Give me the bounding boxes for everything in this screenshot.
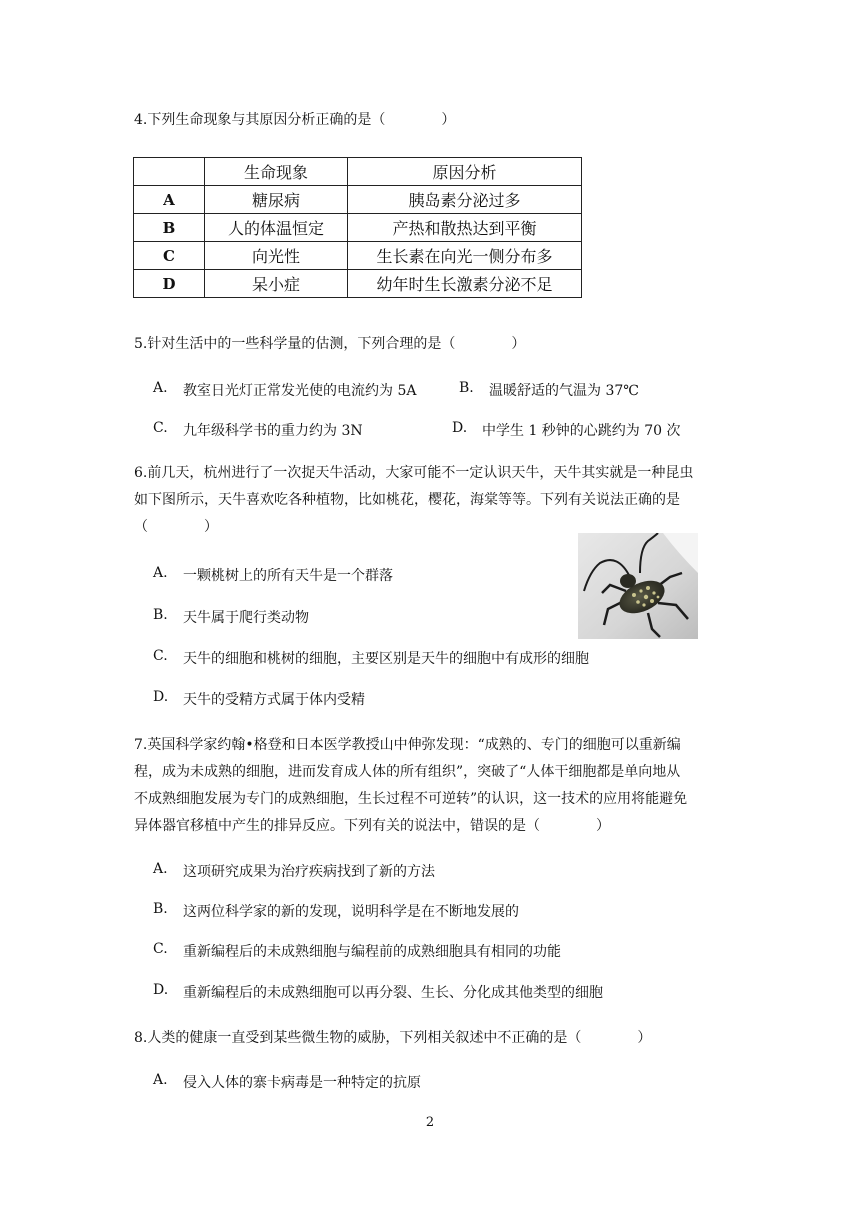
option-letter: D. bbox=[153, 689, 169, 705]
option-text: 九年级科学书的重力约为 3N bbox=[183, 423, 363, 439]
table-cell-cause: 产热和散热达到平衡 bbox=[348, 214, 582, 242]
option-text: 这两位科学家的新的发现，说明科学是在不断地发展的 bbox=[183, 904, 519, 920]
option-text: 重新编程后的未成熟细胞可以再分裂、生长、分化成其他类型的细胞 bbox=[183, 985, 603, 1001]
question-7-stem-line: 7.英国科学家约翰•格登和日本医学教授山中伸弥发现：“成熟的、专门的细胞可以重新编 bbox=[134, 737, 681, 753]
table-header-cell: 原因分析 bbox=[348, 158, 582, 186]
table-cell-phenomenon: 糖尿病 bbox=[205, 186, 348, 214]
question-7-stem-line: 程，成为未成熟的细胞，进而发育成人体的所有组织”，突破了“人体干细胞都是单向地从 bbox=[134, 764, 681, 780]
table-cell-cause: 幼年时生长激素分泌不足 bbox=[348, 270, 582, 298]
table-row bbox=[134, 214, 582, 242]
question-8-option-a[interactable] bbox=[153, 1072, 421, 1091]
table-row bbox=[134, 270, 582, 298]
question-6-stem-line: 6.前几天，杭州进行了一次捉天牛活动，大家可能不一定认识天牛，天牛其实就是一种昆虫 bbox=[134, 465, 694, 481]
question-6-option-d[interactable] bbox=[153, 689, 365, 708]
question-6-option-b[interactable] bbox=[153, 607, 309, 626]
option-letter: C. bbox=[153, 420, 168, 436]
option-letter: B. bbox=[459, 380, 474, 396]
question-5-option-d[interactable] bbox=[452, 420, 681, 439]
question-5-stem: 5.针对生活中的一些科学量的估测，下列合理的是（ ） bbox=[134, 336, 526, 352]
question-4-stem: 4.下列生命现象与其原因分析正确的是（ ） bbox=[134, 112, 456, 128]
page-number: 2 bbox=[425, 1115, 435, 1130]
option-text: 天牛的细胞和桃树的细胞，主要区别是天牛的细胞中有成形的细胞 bbox=[183, 651, 589, 667]
question-4-table bbox=[133, 157, 582, 298]
table-cell-key: B bbox=[134, 214, 205, 242]
option-text: 天牛的受精方式属于体内受精 bbox=[183, 692, 365, 708]
option-text: 温暖舒适的气温为 37℃ bbox=[489, 383, 639, 399]
table-cell-key: D bbox=[134, 270, 205, 298]
question-6-stem-line: 如下图所示，天牛喜欢吃各种植物，比如桃花，樱花，海棠等等。下列有关说法正确的是 bbox=[134, 492, 680, 508]
question-6-stem-line: （ ） bbox=[134, 519, 218, 535]
beetle-photo-icon bbox=[578, 533, 698, 639]
question-5-option-c[interactable] bbox=[153, 420, 363, 439]
option-letter: D. bbox=[153, 982, 169, 998]
question-7-option-b[interactable] bbox=[153, 901, 519, 920]
table-cell-cause: 胰岛素分泌过多 bbox=[348, 186, 582, 214]
option-text: 中学生 1 秒钟的心跳约为 70 次 bbox=[482, 423, 681, 439]
option-letter: B. bbox=[153, 607, 168, 623]
table-row bbox=[134, 186, 582, 214]
option-text: 一颗桃树上的所有天牛是一个群落 bbox=[183, 568, 393, 584]
question-6-option-c[interactable] bbox=[153, 648, 589, 667]
question-7-stem-line: 异体器官移植中产生的排异反应。下列有关的说法中，错误的是（ ） bbox=[134, 818, 610, 834]
table-row bbox=[134, 242, 582, 270]
table-cell-key: A bbox=[134, 186, 205, 214]
table-cell-phenomenon: 向光性 bbox=[205, 242, 348, 270]
table-header-cell bbox=[134, 158, 205, 186]
option-letter: A. bbox=[153, 380, 168, 396]
question-5-option-a[interactable] bbox=[153, 380, 417, 399]
table-cell-cause: 生长素在向光一侧分布多 bbox=[348, 242, 582, 270]
table-cell-phenomenon: 人的体温恒定 bbox=[205, 214, 348, 242]
option-text: 侵入人体的寨卡病毒是一种特定的抗原 bbox=[183, 1075, 421, 1091]
option-letter: C. bbox=[153, 648, 168, 664]
question-5-option-b[interactable] bbox=[459, 380, 639, 399]
table-cell-key: C bbox=[134, 242, 205, 270]
option-letter: B. bbox=[153, 901, 168, 917]
table-cell-phenomenon: 呆小症 bbox=[205, 270, 348, 298]
option-letter: A. bbox=[153, 565, 168, 581]
question-6-option-a[interactable] bbox=[153, 565, 393, 584]
option-letter: A. bbox=[153, 1072, 168, 1088]
question-7-stem-line: 不成熟细胞发展为专门的成熟细胞，生长过程不可逆转”的认识，这一技术的应用将能避免 bbox=[134, 791, 688, 807]
option-text: 天牛属于爬行类动物 bbox=[183, 610, 309, 626]
option-text: 重新编程后的未成熟细胞与编程前的成熟细胞具有相同的功能 bbox=[183, 944, 561, 960]
table-header-row bbox=[134, 158, 582, 186]
question-7-option-a[interactable] bbox=[153, 861, 435, 880]
question-8-stem: 8.人类的健康一直受到某些微生物的威胁，下列相关叙述中不正确的是（ ） bbox=[134, 1030, 652, 1046]
option-letter: C. bbox=[153, 941, 168, 957]
table-header-cell: 生命现象 bbox=[205, 158, 348, 186]
option-text: 教室日光灯正常发光使的电流约为 5A bbox=[183, 383, 417, 399]
question-7-option-d[interactable] bbox=[153, 982, 603, 1001]
option-text: 这项研究成果为治疗疾病找到了新的方法 bbox=[183, 864, 435, 880]
option-letter: D. bbox=[452, 420, 468, 436]
question-7-option-c[interactable] bbox=[153, 941, 561, 960]
option-letter: A. bbox=[153, 861, 168, 877]
